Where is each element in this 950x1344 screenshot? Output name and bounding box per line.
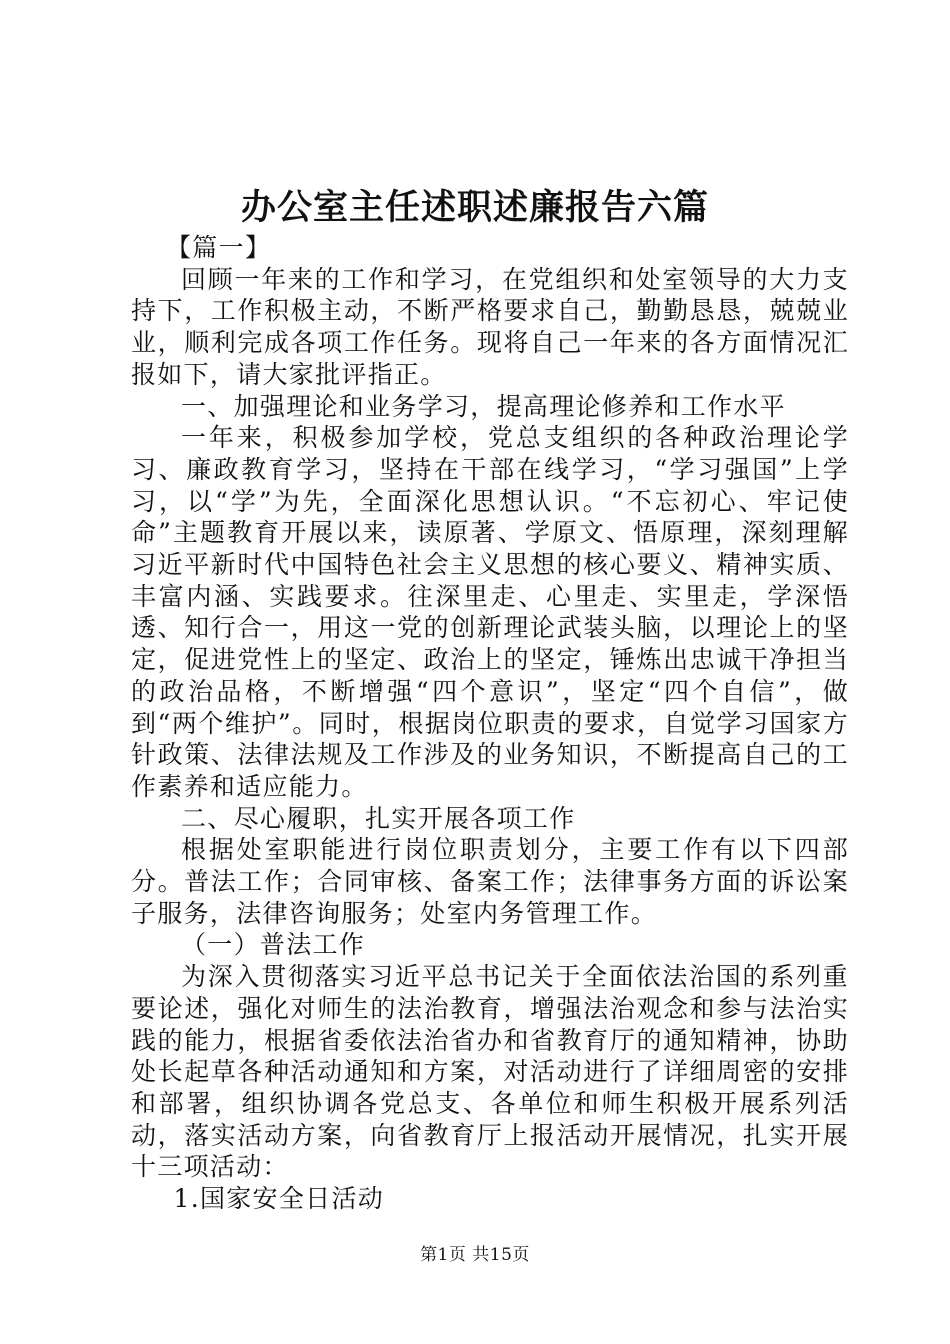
section-heading: 一、加强理论和业务学习，提高理论修养和工作水平 bbox=[181, 391, 786, 421]
list-item: 1.国家安全日活动 bbox=[173, 1184, 385, 1214]
section-label: 【篇一】 bbox=[166, 233, 272, 262]
document-title: 办公室主任述职述廉报告六篇 bbox=[240, 187, 709, 228]
paragraph: 为深入贯彻落实习近平总书记关于全面依法治国的系列重要论述，强化对师生的法治教育，增强法治观念和参与法治实践的能力，根据省委依法治省办和省教育厅的通知精神，协助处长起草各种活动通知和方案，对活动进行了详细周密的安排和部署，组织协调各党总支、各单位和师生积极开展系列活动，落实活动方案，向省教育厅上报活动开展情况，扎实开展十三项活动： bbox=[131, 962, 849, 1182]
section-heading: 二、尽心履职，扎实开展各项工作 bbox=[181, 803, 576, 833]
subsection-heading: （一）普法工作 bbox=[181, 930, 366, 960]
paragraph: 一年来，积极参加学校，党总支组织的各种政治理论学习、廉政教育学习，坚持在干部在线学习，“学习强国”上学习，以“学”为先，全面深化思想认识。“不忘初心、牢记使命”主题教育开展以来，读原著、学原文、悟原理，深刻理解习近平新时代中国特色社会主义思想的核心要义、精神实质、丰富内涵、实践要求。往深里走、心里走、实里走，学深悟透、知行合一，用这一党的创新理论武装头脑，以理论上的坚定，促进党性上的坚定、政治上的坚定，锤炼出忠诚干净担当的政治品格，不断增强“四个意识”，坚定“四个自信”，做到“两个维护”。同时，根据岗位职责的要求，自觉学习国家方针政策、法律法规及工作涉及的业务知识，不断提高自己的工作素养和适应能力。 bbox=[131, 423, 849, 801]
document-body bbox=[131, 232, 849, 1215]
paragraph: 根据处室职能进行岗位职责划分，主要工作有以下四部分。普法工作；合同审核、备案工作；法律事务方面的诉讼案子服务，法律咨询服务；处室内务管理工作。 bbox=[131, 835, 849, 928]
page-footer: 第1页 共15页 bbox=[420, 1245, 530, 1265]
paragraph: 回顾一年来的工作和学习，在党组织和处室领导的大力支持下，工作积极主动，不断严格要求自己，勤勤恳恳，兢兢业业，顺利完成各项工作任务。现将自己一年来的各方面情况汇报如下，请大家批评指正。 bbox=[131, 264, 849, 389]
